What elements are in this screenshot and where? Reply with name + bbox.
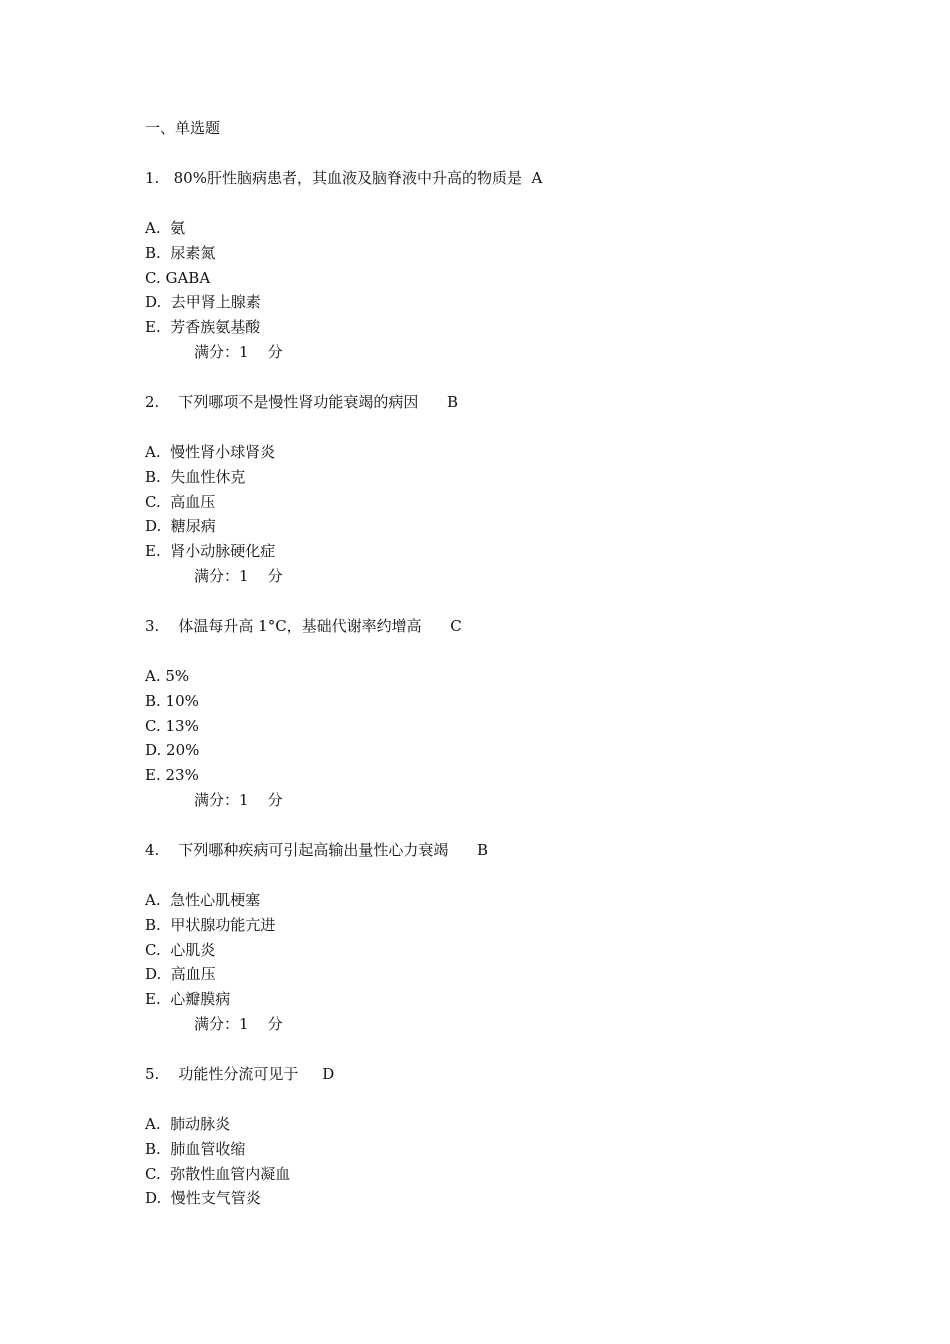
question-2-option-e: E. 肾小动脉硬化症	[145, 542, 276, 560]
question-2-score: 满分：1 分	[194, 567, 283, 585]
question-3-option-c: C. 13%	[145, 717, 199, 735]
question-1-option-c: C. GABA	[145, 269, 211, 287]
question-2-option-a: A. 慢性肾小球肾炎	[145, 443, 276, 461]
question-2-option-c: C. 高血压	[145, 493, 216, 511]
question-1-score: 满分：1 分	[194, 343, 283, 361]
question-3-option-d: D. 20%	[145, 741, 200, 759]
question-2-option-d: D. 糖尿病	[145, 517, 216, 535]
question-1-option-b: B. 尿素氮	[145, 244, 216, 262]
question-4-option-a: A. 急性心肌梗塞	[145, 891, 261, 909]
question-4-score: 满分：1 分	[194, 1015, 283, 1033]
question-4-option-e: E. 心瓣膜病	[145, 990, 231, 1008]
question-5-stem: 5. 功能性分流可见于 D	[145, 1065, 335, 1083]
question-3-stem: 3. 体温每升高 1°C，基础代谢率约增高 C	[145, 617, 462, 635]
question-4-option-c: C. 心肌炎	[145, 941, 216, 959]
question-4-option-b: B. 甲状腺功能亢进	[145, 916, 276, 934]
question-4-stem: 4. 下列哪种疾病可引起高输出量性心力衰竭 B	[145, 841, 489, 859]
question-5-option-c: C. 弥散性血管内凝血	[145, 1165, 291, 1183]
question-3-score: 满分：1 分	[194, 791, 283, 809]
section-title: 一、单选题	[145, 119, 221, 137]
question-1-option-e: E. 芳香族氨基酸	[145, 318, 261, 336]
question-4-option-d: D. 高血压	[145, 965, 216, 983]
question-3-option-a: A. 5%	[145, 667, 190, 685]
question-2-option-b: B. 失血性休克	[145, 468, 246, 486]
question-5-option-d: D. 慢性支气管炎	[145, 1189, 261, 1207]
question-2-stem: 2. 下列哪项不是慢性肾功能衰竭的病因 B	[145, 393, 459, 411]
question-1-option-a: A. 氨	[145, 219, 186, 237]
question-1-stem: 1. 80%肝性脑病患者，其血液及脑脊液中升高的物质是 A	[145, 169, 543, 187]
question-5-option-a: A. 肺动脉炎	[145, 1115, 231, 1133]
question-3-option-b: B. 10%	[145, 692, 199, 710]
question-1-option-d: D. 去甲肾上腺素	[145, 293, 261, 311]
question-5-option-b: B. 肺血管收缩	[145, 1140, 246, 1158]
question-3-option-e: E. 23%	[145, 766, 199, 784]
